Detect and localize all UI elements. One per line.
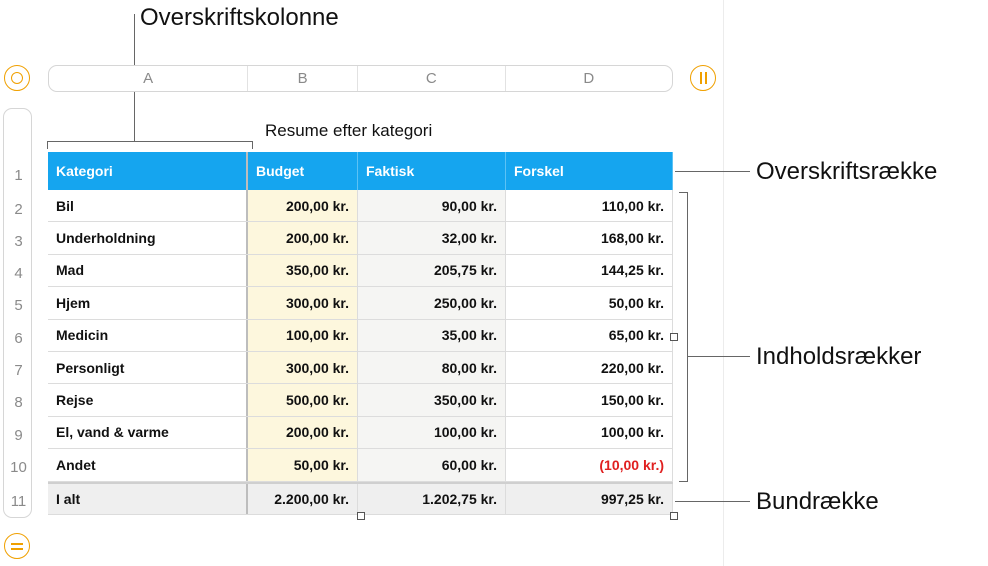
row-header-4[interactable]: 4 — [14, 265, 23, 282]
footer-cell-forskel[interactable]: 997,25 kr. — [506, 484, 673, 514]
header-cell-forskel[interactable]: Forskel — [506, 152, 673, 190]
row-header-bar — [3, 108, 32, 518]
table-title[interactable]: Resume efter kategori — [265, 121, 433, 140]
table-cell[interactable]: 144,25 kr. — [506, 255, 673, 286]
table-cell[interactable]: 60,00 kr. — [358, 449, 506, 480]
row-header-11[interactable]: 11 — [10, 493, 27, 510]
data-table — [48, 152, 673, 515]
select-table-circle-icon — [11, 72, 23, 84]
footer-cell-label[interactable]: I alt — [48, 484, 248, 514]
table-cell[interactable]: Medicin — [48, 320, 248, 351]
table-cell[interactable]: 200,00 kr. — [248, 222, 358, 253]
row-header-3[interactable]: 3 — [14, 233, 23, 250]
table-cell[interactable]: 200,00 kr. — [248, 190, 358, 221]
row-resize-button[interactable] — [4, 533, 30, 559]
table-cell[interactable]: 300,00 kr. — [248, 352, 358, 383]
table-cell[interactable]: 168,00 kr. — [506, 222, 673, 253]
column-header-b[interactable]: B — [248, 66, 358, 91]
table-cell[interactable]: 90,00 kr. — [358, 190, 506, 221]
row-header-9[interactable]: 9 — [14, 427, 23, 444]
table-cell[interactable]: El, vand & varme — [48, 417, 248, 448]
header-row — [48, 152, 673, 190]
table-cell[interactable]: Rejse — [48, 384, 248, 415]
table-cell[interactable]: 350,00 kr. — [358, 384, 506, 415]
callout-header-column: Overskriftskolonne — [140, 4, 339, 31]
table-cell[interactable]: 350,00 kr. — [248, 255, 358, 286]
select-table-button[interactable] — [4, 65, 30, 91]
table-cell[interactable]: Personligt — [48, 352, 248, 383]
column-resize-icon — [700, 72, 707, 84]
table-row — [48, 449, 673, 481]
column-header-d[interactable]: D — [583, 70, 595, 87]
table-cell[interactable]: 100,00 kr. — [506, 417, 673, 448]
table-cell[interactable]: Hjem — [48, 287, 248, 318]
table-cell[interactable]: 110,00 kr. — [506, 190, 673, 221]
callout-footer-row: Bundrække — [756, 488, 879, 515]
table-cell[interactable]: 205,75 kr. — [358, 255, 506, 286]
table-cell[interactable]: Mad — [48, 255, 248, 286]
table-cell[interactable]: 500,00 kr. — [248, 384, 358, 415]
table-cell[interactable]: 150,00 kr. — [506, 384, 673, 415]
column-header-a[interactable]: A — [49, 66, 248, 91]
table-resize-handle-right[interactable] — [670, 333, 678, 341]
column-resize-button[interactable] — [690, 65, 716, 91]
table-row — [48, 417, 673, 449]
table-resize-handle-bottom[interactable] — [357, 512, 365, 520]
row-header-2[interactable]: 2 — [14, 201, 23, 218]
callout-line-body-rows — [688, 356, 750, 357]
table-cell[interactable]: 200,00 kr. — [248, 417, 358, 448]
row-header-5[interactable]: 5 — [14, 297, 23, 314]
table-row — [48, 287, 673, 319]
header-cell-faktisk[interactable]: Faktisk — [358, 152, 506, 190]
table-row — [48, 255, 673, 287]
column-header-bar — [48, 65, 673, 92]
body-rows-bracket — [687, 192, 688, 482]
table-cell[interactable]: 80,00 kr. — [358, 352, 506, 383]
column-header-c[interactable]: C — [358, 66, 506, 91]
row-header-8[interactable]: 8 — [14, 394, 23, 411]
footer-cell-faktisk[interactable]: 1.202,75 kr. — [358, 484, 506, 514]
callout-body-rows: Indholdsrækker — [756, 343, 922, 370]
table-row — [48, 222, 673, 254]
header-cell-budget[interactable]: Budget — [248, 152, 358, 190]
row-header-7[interactable]: 7 — [14, 362, 23, 379]
row-header-10[interactable]: 10 — [10, 459, 27, 476]
table-row — [48, 320, 673, 352]
row-header-6[interactable]: 6 — [14, 330, 23, 347]
table-cell[interactable]: Bil — [48, 190, 248, 221]
callout-header-row: Overskriftsrække — [756, 158, 938, 185]
row-header-1[interactable]: 1 — [14, 167, 23, 184]
callout-line-header-row — [675, 171, 750, 172]
table-cell[interactable]: 250,00 kr. — [358, 287, 506, 318]
table-resize-handle-corner[interactable] — [670, 512, 678, 520]
table-cell[interactable]: 50,00 kr. — [248, 449, 358, 480]
footer-row — [48, 482, 673, 515]
table-row — [48, 352, 673, 384]
canvas-divider — [723, 0, 724, 566]
table-cell[interactable]: 220,00 kr. — [506, 352, 673, 383]
table-cell[interactable]: 100,00 kr. — [358, 417, 506, 448]
table-cell[interactable]: Andet — [48, 449, 248, 480]
table-row — [48, 190, 673, 222]
header-column-bracket — [47, 141, 253, 142]
header-column-bracket-left — [47, 141, 48, 149]
header-cell-kategori[interactable]: Kategori — [48, 152, 248, 190]
table-cell[interactable]: 32,00 kr. — [358, 222, 506, 253]
table-cell[interactable]: 300,00 kr. — [248, 287, 358, 318]
row-resize-icon — [11, 543, 23, 550]
header-column-bracket-right — [252, 141, 253, 149]
table-cell-negative[interactable]: (10,00 kr.) — [506, 449, 673, 480]
table-row — [48, 384, 673, 416]
table-cell[interactable]: Underholdning — [48, 222, 248, 253]
table-cell[interactable]: 50,00 kr. — [506, 287, 673, 318]
callout-line-footer-row — [675, 501, 750, 502]
body-rows-bracket-bottom — [679, 481, 688, 482]
table-cell[interactable]: 100,00 kr. — [248, 320, 358, 351]
footer-cell-budget[interactable]: 2.200,00 kr. — [248, 484, 358, 514]
table-cell[interactable]: 35,00 kr. — [358, 320, 506, 351]
table-cell[interactable]: 65,00 kr. — [506, 320, 673, 351]
